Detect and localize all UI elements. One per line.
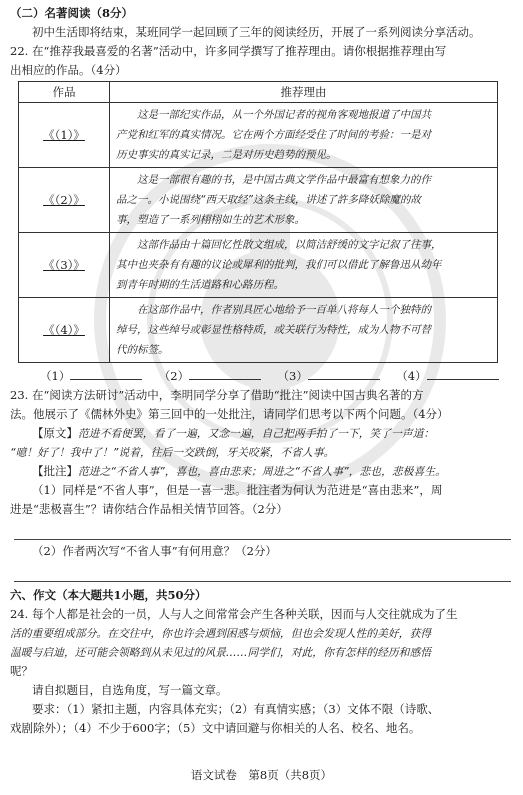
work-blank-2[interactable]: 《（2）》 [43, 192, 85, 207]
q24-line3: 温暖与启迪，还可能会领略到从未见过的风景……同学们，对此，你有怎样的经历和感悟 [10, 646, 432, 659]
q23-sub2-answer-line[interactable] [14, 567, 511, 582]
q23-note: 【批注】范进之“不省人事”，喜也，喜由悲来；周进之“不省人事”，悲也，悲极喜生。 [32, 464, 446, 478]
page-footer: 语文试卷 第8页（共8页） [190, 768, 333, 782]
q23-stem-line1: 23. 在“阅读方法研讨”活动中，李明同学分享了借助“批注”阅读中国古典名著的方 [10, 388, 424, 402]
work-blank-4[interactable]: 《（4）》 [43, 322, 85, 337]
q24-requirements-line2: 戏剧除外）；（4）不少于600字；（5）文中请回避与你相关的人名、校名、地名。 [10, 721, 421, 735]
q24-line5: 请自拟题目，自选角度，写一篇文章。 [32, 683, 228, 697]
q22-stem-line2: 出相应的作品。（4分） [10, 63, 127, 77]
exam-content [10, 4, 515, 738]
reason-cell [110, 103, 498, 168]
work-blank-3[interactable]: 《（3）》 [43, 257, 85, 272]
reason-line: 品之一。小说围绕“西天取经”这条主线，讲述了許多降妖除魔的故 [116, 194, 421, 206]
work-blank-1[interactable]: 《（1）》 [43, 127, 85, 142]
reason-line: 历史事实的真实记录，二是对历史趋势的预见。 [116, 149, 337, 161]
q23-original-line1: 【原文】范进不看便罢，看了一遍，又念一遍，自己把两手拍了一下，笑了一声道： [32, 426, 435, 440]
reason-line: 绰号，这些绰号或彰显性格特质，或关联行为特性，成为人物不可替 [116, 324, 431, 336]
q24-line4: 呢？ [10, 664, 33, 678]
q23-sub1-line1: （1）同样是“不省人事”，但是一喜一悲。批注者为何认为范进是“喜由悲来”，周 [32, 483, 443, 497]
col-header-reason: 推荐理由 [110, 82, 498, 103]
q23-sub1-line2: 进是“悲极喜生”？请你结合作品相关情节回答。（2分） [10, 502, 288, 516]
recommendation-table [18, 81, 498, 363]
reason-line: 这是一部纪实作品，从一个外国记者的视角客观地报道了中国共 [137, 109, 431, 121]
table-row [19, 168, 498, 233]
reason-cell [110, 298, 498, 363]
answer-2[interactable]: （2） [159, 367, 278, 386]
answer-3[interactable]: （3） [278, 367, 397, 386]
q24-requirements-line1: 要求：（1）紧扣主题，内容具体充实；（2）有真情实感；（3）文体不限（诗歌、 [32, 702, 440, 716]
reason-line: 这是一部很有趣的书，是中国古典文学作品中最富有想象力的作 [137, 174, 431, 186]
q23-stem-line2: 法。他展示了《儒林外史》第三回中的一处批注，请同学们思考以下两个问题。（4分） [10, 407, 449, 421]
q22-answer-blanks [40, 367, 515, 386]
reason-cell [110, 168, 498, 233]
essay-section-title: 六、作文（本大题共1小题，共50分） [10, 588, 207, 602]
q23-original-line2: “噫！好了！我中了！”说着，往后一交跌倒，牙关咬紧，不省人事。 [10, 446, 335, 459]
answer-4[interactable]: （4） [396, 367, 515, 386]
q24-line1: 24. 每个人都是社会的一员，人与人之间常常会产生各种关联，因而与人交往就成为了生 [10, 607, 458, 621]
reason-line: 这部作品由十篇回忆性散文组成，以简洁舒缓的文字记叙了往事， [137, 239, 442, 251]
q23-sub2: （2）作者两次写“不省人事”有何用意？（2分） [32, 544, 277, 558]
table-row [19, 103, 498, 168]
reason-line: 事，塑造了一系列栩栩如生的艺术形象。 [116, 214, 305, 226]
q23-sub1-answer-line[interactable] [14, 525, 511, 540]
col-header-work: 作品 [19, 82, 110, 103]
reading-section-title: （二）名著阅读（8分） [10, 6, 134, 20]
reason-line: 在这部作品中，作者别具匠心地给予一百单八将每人一个独特的 [137, 304, 431, 316]
reason-line: 到青年时期的生活道路和心路历程。 [116, 279, 284, 291]
table-row [19, 298, 498, 363]
q24-line2: 活的重要组成部分。在交往中，你也许会遇到困惑与烦恼，但也会发现人性的美好，获得 [10, 627, 432, 640]
reason-line: 产党和红军的真实情况。它在两个方面经受住了时间的考验：一是对 [116, 129, 431, 141]
answer-1[interactable]: （1） [40, 367, 159, 386]
reason-line: 其中也夹杂有有趣的议论或犀利的批判，我们可以借此了解鲁迅从幼年 [116, 259, 442, 271]
table-row [19, 233, 498, 298]
q22-stem-line1: 22. 在“推荐我最喜爱的名著”活动中，许多同学撰写了推荐理由。请你根据推荐理由写 [10, 44, 447, 58]
reading-intro: 初中生活即将结束，某班同学一起回顾了三年的阅读经历，开展了一系列阅读分享活动。 [32, 25, 481, 39]
reason-cell [110, 233, 498, 298]
reason-line: 代的标签。 [116, 344, 169, 356]
